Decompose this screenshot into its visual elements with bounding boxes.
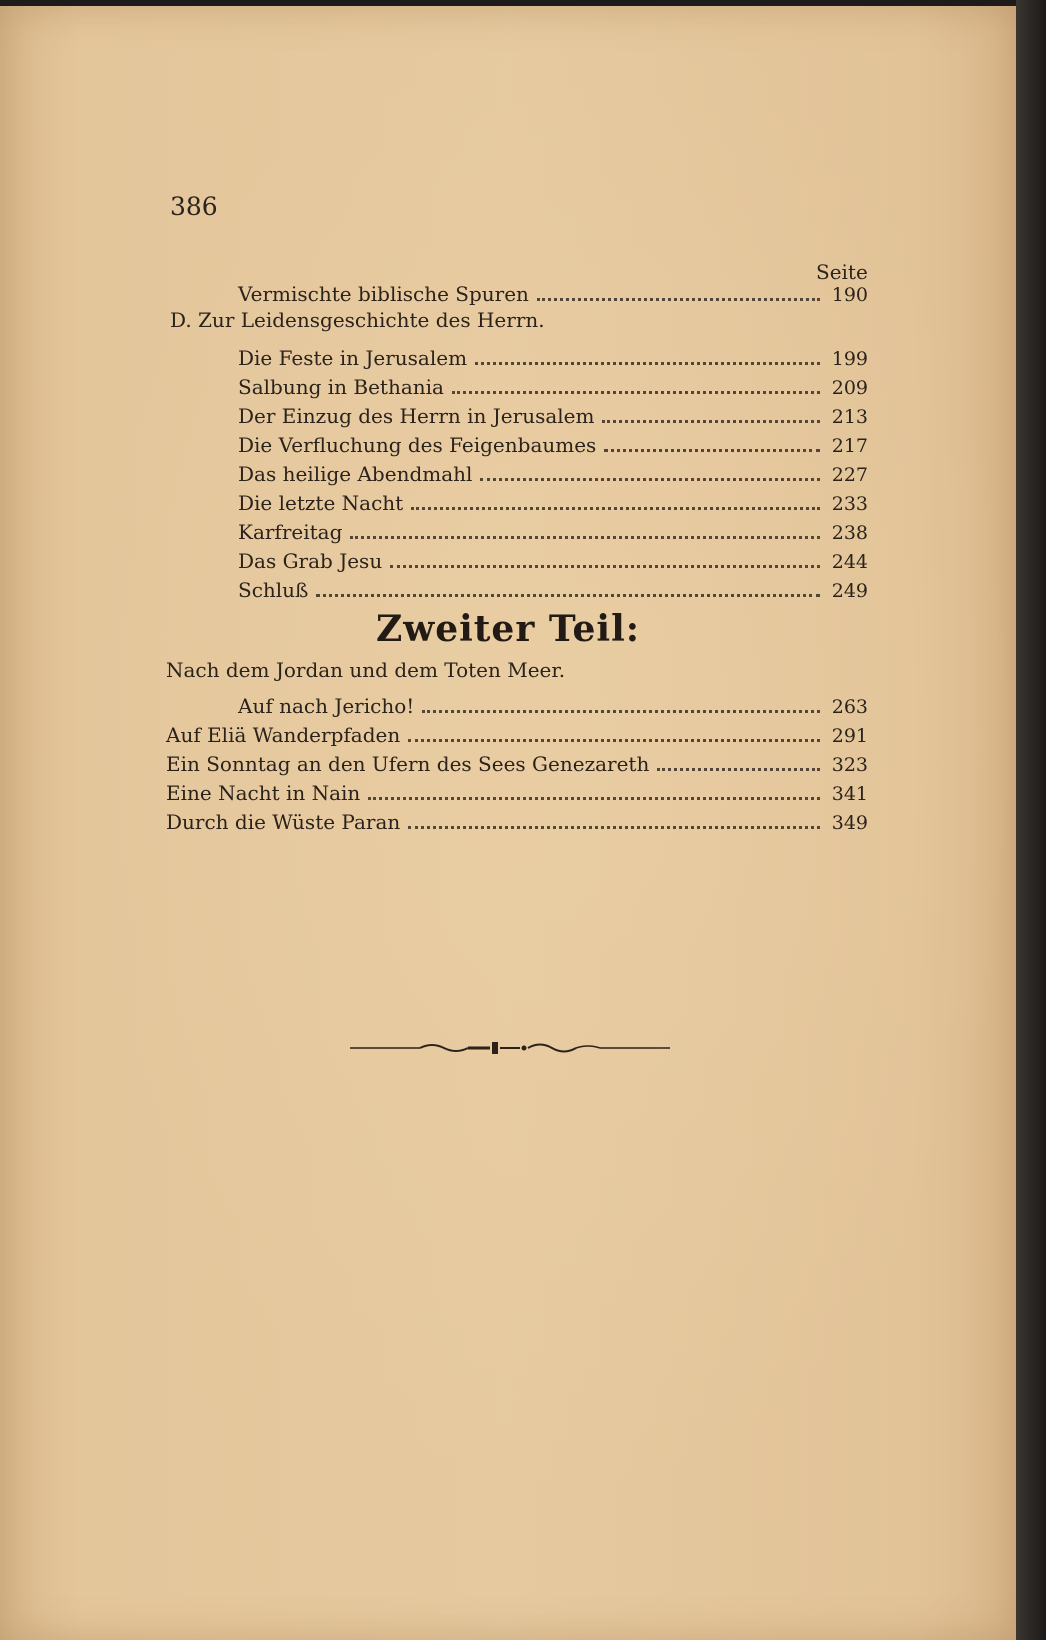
page-number: 386 [170, 192, 218, 221]
toc-entry-label: Schluß [238, 578, 309, 602]
toc-entry-label: Eine Nacht in Nain [166, 781, 361, 805]
leader-dots [390, 564, 820, 568]
toc-entry-page: 227 [831, 464, 868, 486]
toc-entry [166, 748, 868, 776]
toc-entry-page: 244 [831, 551, 868, 573]
toc-entry [238, 342, 868, 370]
part-title: Zweiter Teil: [375, 608, 641, 650]
section-heading-d: D. Zur Leidensgeschichte des Herrn. [170, 308, 545, 332]
toc-entry-label: Auf nach Jericho! [238, 694, 415, 718]
toc-entry [238, 371, 868, 399]
toc-entry [238, 487, 868, 515]
toc-entry-page: 291 [831, 725, 868, 747]
toc-entry-label: Die letzte Nacht [238, 491, 404, 515]
toc-entry [238, 429, 868, 457]
toc-entry [238, 278, 868, 306]
book-page [0, 6, 1016, 1640]
decorative-ornament-rule [350, 1036, 670, 1060]
toc-entry-label: Salbung in Bethania [238, 375, 444, 399]
toc-entry-page: 217 [831, 435, 868, 457]
toc-entry-label: Die Verfluchung des Feigenbaumes [238, 433, 597, 457]
toc-entry-page: 190 [831, 284, 868, 306]
toc-entry-label: Der Einzug des Herrn in Jerusalem [238, 404, 595, 428]
toc-entry [238, 516, 868, 544]
section-heading-jordan: Nach dem Jordan und dem Toten Meer. [166, 658, 566, 682]
leader-dots [368, 796, 820, 800]
leader-dots [411, 506, 820, 510]
toc-entry [166, 806, 868, 834]
toc-entry [238, 400, 868, 428]
leader-dots [602, 419, 820, 423]
leader-dots [480, 477, 820, 481]
toc-entry-label: Das heilige Abendmahl [238, 462, 473, 486]
page-edge-shadow [1016, 0, 1046, 1640]
toc-entry [238, 545, 868, 573]
toc-entry-page: 213 [831, 406, 868, 428]
leader-dots [475, 361, 820, 365]
toc-entry-page: 199 [831, 348, 868, 370]
toc-entry-label: Ein Sonntag an den Ufern des Sees Genezareth [166, 752, 650, 776]
toc-entry [238, 458, 868, 486]
toc-entry-page: 349 [831, 812, 868, 834]
toc-entry [238, 690, 868, 718]
toc-entry-page: 233 [831, 493, 868, 515]
leader-dots [408, 738, 820, 742]
leader-dots [408, 825, 820, 829]
leader-dots [452, 390, 820, 394]
toc-entry-label: Karfreitag [238, 520, 343, 544]
toc-entry [238, 574, 868, 602]
toc-entry-page: 341 [831, 783, 868, 805]
toc-entry-page: 249 [831, 580, 868, 602]
toc-entry-page: 238 [831, 522, 868, 544]
leader-dots [657, 767, 820, 771]
toc-entry-label: Durch die Wüste Paran [166, 810, 401, 834]
toc-entry-label: Die Feste in Jerusalem [238, 346, 468, 370]
toc-entry-page: 323 [831, 754, 868, 776]
leader-dots [537, 297, 820, 301]
toc-entry [166, 719, 868, 747]
leader-dots [422, 709, 820, 713]
column-header-seite: Seite [816, 260, 868, 284]
toc-entry-page: 209 [831, 377, 868, 399]
toc-entry-label: Das Grab Jesu [238, 549, 383, 573]
leader-dots [350, 535, 820, 539]
toc-entry-label: Vermischte biblische Spuren [238, 282, 529, 306]
toc-entry [166, 777, 868, 805]
leader-dots [604, 448, 820, 452]
toc-entry-label: Auf Eliä Wanderpfaden [166, 723, 401, 747]
leader-dots [316, 593, 820, 597]
toc-entry-page: 263 [831, 696, 868, 718]
